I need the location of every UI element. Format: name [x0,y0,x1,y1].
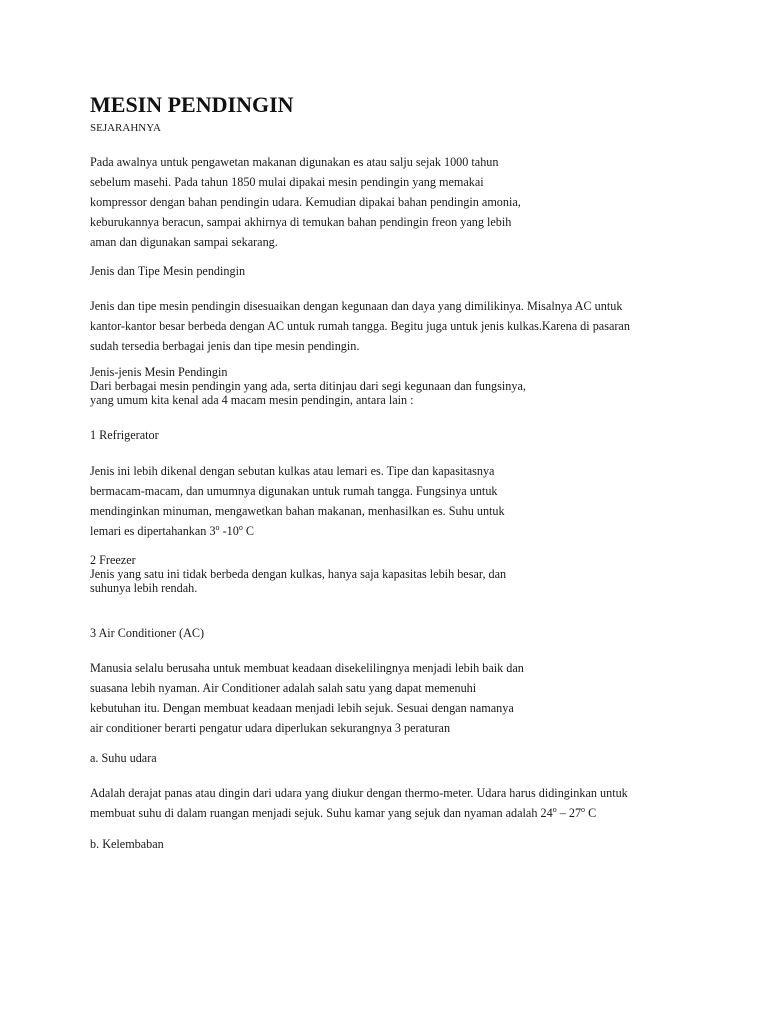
temp-text: C [242,524,255,538]
text-line: Jenis-jenis Mesin Pendingin [90,365,228,379]
temp-text: -10 [219,524,239,538]
text-line: kebutuhan itu. Dengan membuat keadaan menjadi lebih sejuk. Sesuai dengan namanya [90,701,514,715]
paragraph-air-conditioner [90,658,524,738]
degree-mark: o [552,805,557,814]
heading-refrigerator: 1 Refrigerator [90,428,159,442]
text-line: Adalah derajat panas atau dingin dari udara yang diukur dengan thermo-meter. Udara harus didinginkan untuk [90,786,628,800]
text-line: Jenis dan tipe mesin pendingin disesuaikan dengan kegunaan dan daya yang dimilikinya. Misalnya AC untuk [90,299,623,313]
text-line: aman dan digunakan sampai sekarang. [90,235,278,249]
text-line: kompressor dengan bahan pendingin udara. Kemudian dipakai bahan pendingin amonia, [90,195,521,209]
document-title: MESIN PENDINGIN [90,92,294,117]
text-line: Jenis ini lebih dikenal dengan sebutan kulkas atau lemari es. Tipe dan kapasitasnya [90,464,495,478]
text-line: suhunya lebih rendah. [90,581,198,595]
paragraph-refrigerator [90,461,505,541]
heading-air-conditioner: 3 Air Conditioner (AC) [90,626,205,640]
text-line: mendinginkan minuman, mengawetkan bahan makanan, menhasilkan es. Suhu untuk [90,504,505,518]
text-line: 2 Freezer [90,553,136,567]
paragraph-suhu-udara [90,783,628,823]
text-line-temperature [90,803,628,823]
temp-text: membuat suhu di dalam ruangan menjadi sejuk. Suhu kamar yang sejuk dan nyaman adalah 24 [90,806,553,820]
text-line-temperature [90,521,505,541]
text-line: yang umum kita kenal ada 4 macam mesin pendingin, antara lain : [90,393,414,407]
text-line: Pada awalnya untuk pengawetan makanan digunakan es atau salju sejak 1000 tahun [90,155,499,169]
paragraph-jenis-tipe [90,296,630,356]
degree-mark: o [238,523,243,532]
text-line: air conditioner berarti pengatur udara diperlukan sekurangnya 3 peraturan [90,721,451,735]
paragraph-history [90,152,521,252]
heading-jenis-tipe: Jenis dan Tipe Mesin pendingin [90,264,246,278]
paragraph-freezer [90,553,506,595]
text-line: Dari berbagai mesin pendingin yang ada, serta ditinjau dari segi kegunaan dan fungsinya, [90,379,526,393]
temp-text: – 27 [556,806,582,820]
degree-mark: o [581,805,586,814]
text-line: Manusia selalu berusaha untuk membuat keadaan disekelilingnya menjadi lebih baik dan [90,661,524,675]
degree-mark: o [215,523,220,532]
heading-suhu-udara: a. Suhu udara [90,751,157,765]
text-line: sudah tersedia berbagai jenis dan tipe mesin pendingin. [90,339,360,353]
temp-text: lemari es dipertahankan 3 [90,524,216,538]
paragraph-jenis-jenis [90,365,526,407]
temp-text: C [585,806,597,820]
text-line: sebelum masehi. Pada tahun 1850 mulai dipakai mesin pendingin yang memakai [90,175,484,189]
text-line: Jenis yang satu ini tidak berbeda dengan kulkas, hanya saja kapasitas lebih besar, dan [90,567,507,581]
text-line: kantor-kantor besar berbeda dengan AC untuk rumah tangga. Begitu juga untuk jenis kulkas.Karena di pasaran [90,319,630,333]
text-line: keburukannya beracun, sampai akhirnya di temukan bahan pendingin freon yang lebih [90,215,512,229]
text-line: suasana lebih nyaman. Air Conditioner adalah salah satu yang dapat memenuhi [90,681,477,695]
section-heading-sejarah: SEJARAHNYA [90,122,161,134]
text-line: bermacam-macam, dan umumnya digunakan untuk rumah tangga. Fungsinya untuk [90,484,498,498]
heading-kelembaban: b. Kelembaban [90,837,164,851]
